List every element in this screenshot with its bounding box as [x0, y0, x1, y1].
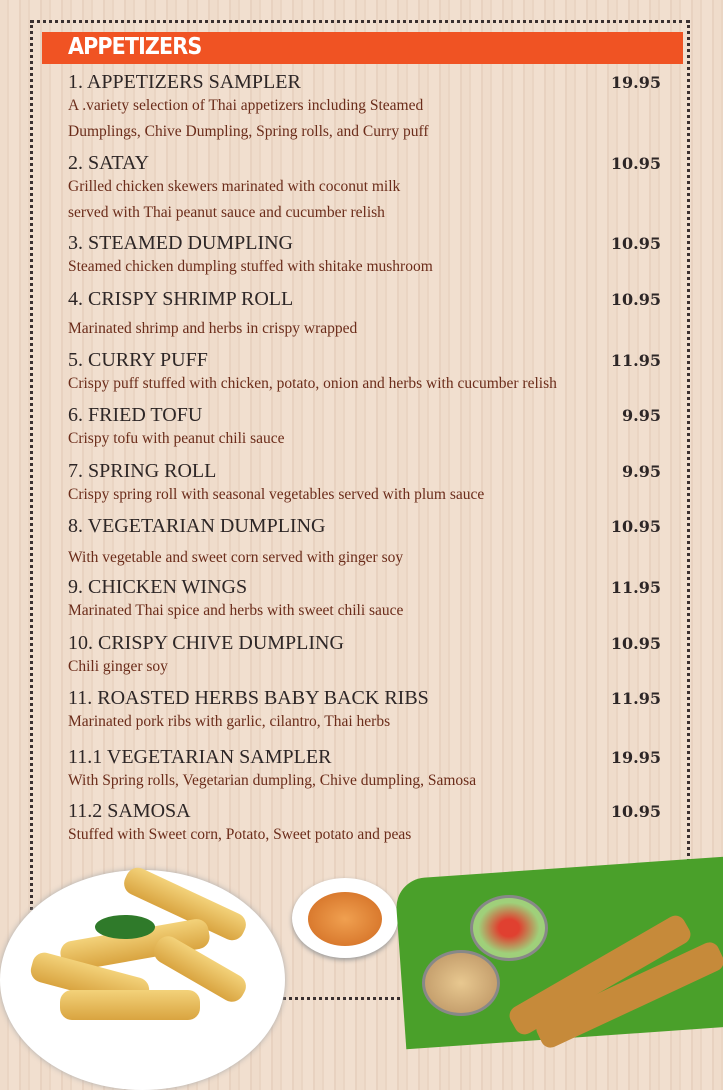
menu-item — [68, 687, 668, 735]
item-price: 19.95 — [610, 748, 661, 767]
menu-item — [68, 460, 668, 508]
menu-item — [68, 152, 668, 226]
item-title: 11.1 VEGETARIAN SAMPLER — [68, 746, 332, 768]
item-title: 2. SATAY — [68, 152, 150, 174]
item-desc: Crispy spring roll with seasonal vegetables served with plum sauce — [68, 486, 485, 503]
menu-item — [68, 576, 668, 624]
dipping-sauce-image — [292, 878, 398, 958]
item-desc: Grilled chicken skewers marinated with coconut milk — [68, 178, 401, 195]
spring-rolls-plate-image — [0, 870, 285, 1090]
menu-item — [68, 349, 668, 397]
menu-item — [68, 71, 668, 145]
item-desc: Marinated Thai spice and herbs with sweet chili sauce — [68, 602, 404, 619]
item-title: 10. CRISPY CHIVE DUMPLING — [68, 632, 344, 654]
menu-item — [68, 232, 668, 280]
item-desc: Steamed chicken dumpling stuffed with shitake mushroom — [68, 258, 433, 275]
menu-item — [68, 515, 668, 571]
item-price: 11.95 — [610, 689, 661, 708]
item-price: 9.95 — [622, 462, 661, 481]
item-desc: served with Thai peanut sauce and cucumber relish — [68, 204, 385, 221]
item-title: 11. ROASTED HERBS BABY BACK RIBS — [68, 687, 429, 709]
item-price: 10.95 — [610, 802, 661, 821]
item-title: 3. STEAMED DUMPLING — [68, 232, 293, 254]
item-title: 1. APPETIZERS SAMPLER — [68, 71, 301, 93]
item-price: 9.95 — [622, 406, 661, 425]
item-title: 8. VEGETARIAN DUMPLING — [68, 515, 326, 537]
item-desc: Dumplings, Chive Dumpling, Spring rolls, and Curry puff — [68, 123, 429, 140]
cucumber-relish-image — [470, 895, 548, 961]
section-title: APPETIZERS — [68, 34, 202, 60]
item-title: 4. CRISPY SHRIMP ROLL — [68, 288, 294, 310]
item-price: 11.95 — [610, 578, 661, 597]
item-price: 10.95 — [610, 290, 661, 309]
item-title: 6. FRIED TOFU — [68, 404, 203, 426]
menu-item — [68, 288, 668, 342]
item-price: 10.95 — [610, 154, 661, 173]
item-title: 5. CURRY PUFF — [68, 349, 208, 371]
item-desc: With Spring rolls, Vegetarian dumpling, Chive dumpling, Samosa — [68, 772, 477, 789]
section-header — [42, 32, 683, 64]
menu-item — [68, 746, 668, 794]
item-title: 11.2 SAMOSA — [68, 800, 191, 822]
item-desc: A .variety selection of Thai appetizers including Steamed — [68, 97, 424, 114]
item-price: 11.95 — [610, 351, 661, 370]
item-title: 7. SPRING ROLL — [68, 460, 217, 482]
item-desc: Crispy puff stuffed with chicken, potato, onion and herbs with cucumber relish — [68, 375, 557, 392]
menu-item — [68, 800, 668, 848]
item-desc: Crispy tofu with peanut chili sauce — [68, 430, 285, 447]
item-desc: Stuffed with Sweet corn, Potato, Sweet potato and peas — [68, 826, 412, 843]
menu-item — [68, 404, 668, 452]
item-desc: Marinated shrimp and herbs in crispy wrapped — [68, 320, 358, 337]
item-desc: Marinated pork ribs with garlic, cilantro, Thai herbs — [68, 713, 391, 730]
item-desc: With vegetable and sweet corn served with ginger soy — [68, 549, 404, 566]
item-price: 10.95 — [610, 517, 661, 536]
item-title: 9. CHICKEN WINGS — [68, 576, 248, 598]
item-desc: Chili ginger soy — [68, 658, 168, 675]
item-price: 10.95 — [610, 234, 661, 253]
menu-item — [68, 632, 668, 680]
item-price: 10.95 — [610, 634, 661, 653]
item-price: 19.95 — [610, 73, 661, 92]
peanut-sauce-image — [422, 950, 500, 1016]
